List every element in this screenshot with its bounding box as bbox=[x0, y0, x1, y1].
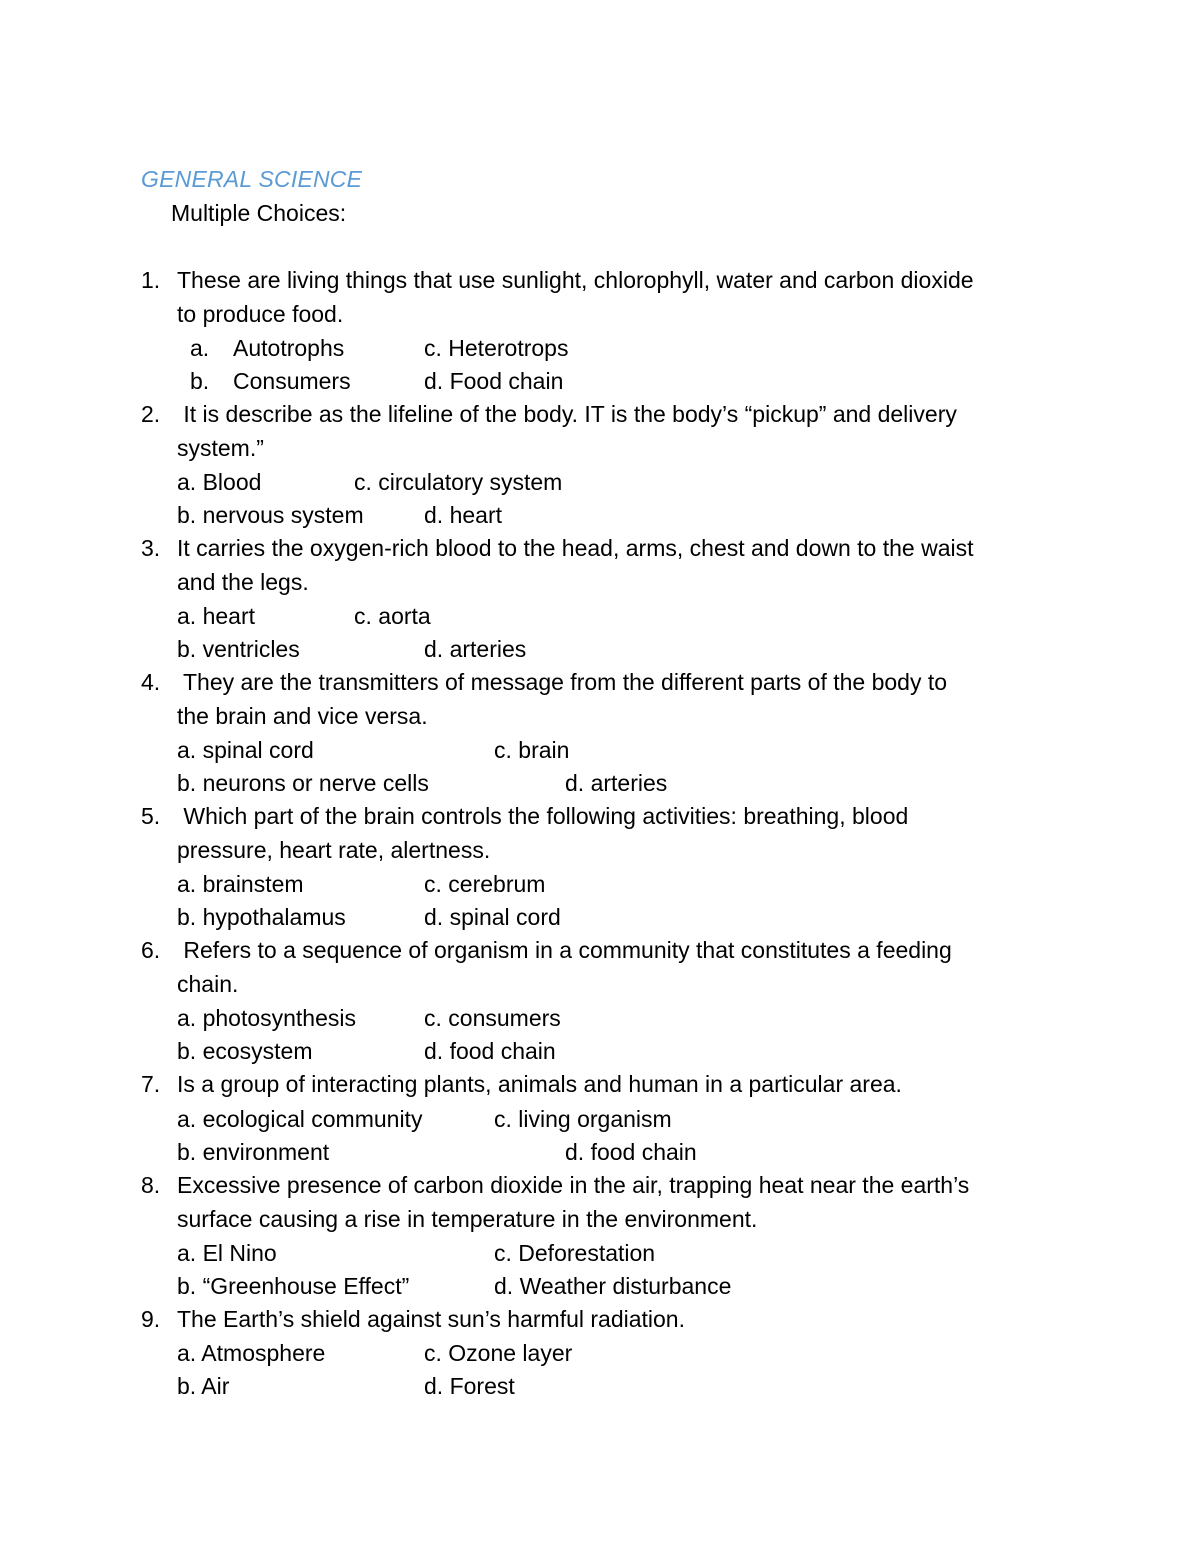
question-number: 2. bbox=[141, 401, 161, 427]
option-d: d. arteries bbox=[565, 770, 668, 796]
option-b: b. ventricles bbox=[177, 636, 300, 662]
option-d: d. spinal cord bbox=[424, 904, 561, 930]
question-text: Is a group of interacting plants, animals and human in a particular area. bbox=[177, 1071, 902, 1097]
question-text: It carries the oxygen-rich blood to the head, arms, chest and down to the waist bbox=[177, 535, 974, 561]
question-text: the brain and vice versa. bbox=[177, 703, 428, 729]
question-number: 1. bbox=[141, 267, 161, 293]
option-c: c. Ozone layer bbox=[424, 1340, 573, 1366]
question-text: It is describe as the lifeline of the body. IT is the body’s “pickup” and delivery bbox=[177, 401, 957, 427]
option-b: b. neurons or nerve cells bbox=[177, 770, 429, 796]
question-text: pressure, heart rate, alertness. bbox=[177, 837, 491, 863]
question-text: and the legs. bbox=[177, 569, 309, 595]
option-letter: b. bbox=[190, 368, 210, 394]
option-c: c. Deforestation bbox=[494, 1240, 656, 1266]
option-a: a. ecological community bbox=[177, 1106, 423, 1132]
question-text: Which part of the brain controls the following activities: breathing, blood bbox=[177, 803, 909, 829]
option-c: c. Heterotrops bbox=[424, 335, 569, 361]
option-a: a. Blood bbox=[177, 469, 262, 495]
option-c: c. cerebrum bbox=[424, 871, 546, 897]
option-c: c. circulatory system bbox=[354, 469, 563, 495]
option-a: a. El Nino bbox=[177, 1240, 277, 1266]
option-b: b. ecosystem bbox=[177, 1038, 313, 1064]
question-number: 8. bbox=[141, 1172, 161, 1198]
option-b: b. nervous system bbox=[177, 502, 364, 528]
question-number: 4. bbox=[141, 669, 161, 695]
option-a: a. photosynthesis bbox=[177, 1005, 357, 1031]
option-b: b. environment bbox=[177, 1139, 330, 1165]
question-text: The Earth’s shield against sun’s harmful radiation. bbox=[177, 1306, 685, 1332]
option-c: c. consumers bbox=[424, 1005, 561, 1031]
question-number: 5. bbox=[141, 803, 161, 829]
option-d: d. food chain bbox=[565, 1139, 697, 1165]
document-subtitle: Multiple Choices: bbox=[171, 200, 347, 226]
option-b: b. hypothalamus bbox=[177, 904, 346, 930]
question-text: They are the transmitters of message from the different parts of the body to bbox=[177, 669, 948, 695]
option-c: c. living organism bbox=[494, 1106, 672, 1132]
question-text: Excessive presence of carbon dioxide in the air, trapping heat near the earth’s bbox=[177, 1172, 970, 1198]
question-text: surface causing a rise in temperature in the environment. bbox=[177, 1206, 758, 1232]
option-d: d. heart bbox=[424, 502, 502, 528]
question-text: to produce food. bbox=[177, 301, 344, 327]
option-c: c. aorta bbox=[354, 603, 431, 629]
option-b: b. “Greenhouse Effect” bbox=[177, 1273, 410, 1299]
option-a: a. spinal cord bbox=[177, 737, 314, 763]
question-text: system.” bbox=[177, 435, 264, 461]
option-a: a. heart bbox=[177, 603, 255, 629]
option-d: d. Food chain bbox=[424, 368, 564, 394]
question-text: These are living things that use sunlight, chlorophyll, water and carbon dioxide bbox=[177, 267, 974, 293]
question-number: 7. bbox=[141, 1071, 161, 1097]
question-text: chain. bbox=[177, 971, 239, 997]
option-letter: a. bbox=[190, 335, 210, 361]
document-title: GENERAL SCIENCE bbox=[141, 166, 363, 192]
option-text: Consumers bbox=[233, 368, 351, 394]
option-a: a. Atmosphere bbox=[177, 1340, 326, 1366]
question-number: 9. bbox=[141, 1306, 161, 1332]
question-text: Refers to a sequence of organism in a community that constitutes a feeding bbox=[177, 937, 952, 963]
question-number: 3. bbox=[141, 535, 161, 561]
option-a: a. brainstem bbox=[177, 871, 304, 897]
option-d: d. food chain bbox=[424, 1038, 556, 1064]
option-c: c. brain bbox=[494, 737, 570, 763]
option-d: d. Forest bbox=[424, 1373, 515, 1399]
question-number: 6. bbox=[141, 937, 161, 963]
option-b: b. Air bbox=[177, 1373, 230, 1399]
option-text: Autotrophs bbox=[233, 335, 345, 361]
option-d: d. Weather disturbance bbox=[494, 1273, 732, 1299]
option-d: d. arteries bbox=[424, 636, 527, 662]
